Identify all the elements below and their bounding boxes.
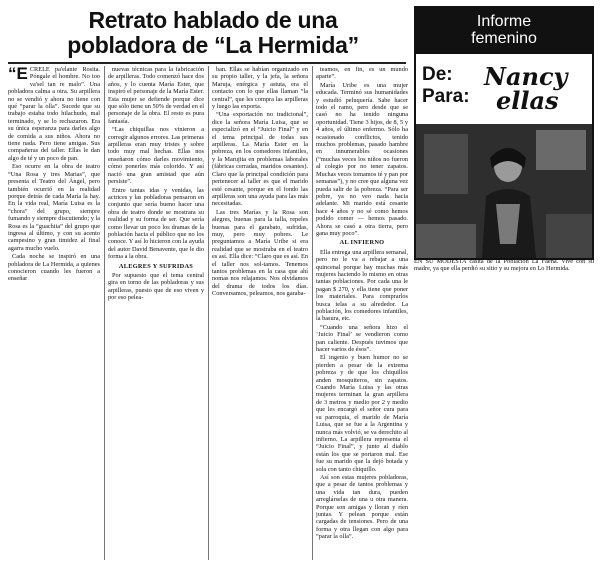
col4-paragraph-4: “Cuando una señora hizo el ‘Juicio Final’ se vendieron como pan caliente. Después tuvimos que hacer varios de ésos”. bbox=[316, 323, 408, 354]
col4-paragraph-1: teamos, en fin, es un mundo aparte”. bbox=[316, 66, 408, 81]
column-3 bbox=[212, 66, 308, 560]
section-box bbox=[414, 6, 594, 260]
col4-paragraph-5: El ingenio y buen humor no se pierden a pesar de la extrema pobreza y de que los chiquillos anden mosquiteros, sin zapatos. Cuando María Luisa y las otras mujeres terminan la gran arpillera de 3 metros y medio por 2 y medio que les encargó el señor cura para su parroquia, el marido de María Luisa, que se fue a la Argentina y nunca más volvió, se va derechito al infierno. La arpillera representa el “Juicio Final”, y junto al diablo están los que se portaron mal. Ese fue su marido que la dejó botada y sola con tanto chiquillo. bbox=[316, 354, 408, 473]
byline-para-name: ellas bbox=[496, 86, 559, 115]
column-1 bbox=[8, 66, 100, 560]
column-divider-1 bbox=[104, 66, 105, 560]
col4-subheading: AL INFIERNO bbox=[339, 239, 385, 247]
column-divider-2 bbox=[208, 66, 209, 560]
col1-paragraph-3: Cada noche se inspiró en una pobladora de La Hermida, a quienes conocieron cuando les fueron a enseñar bbox=[8, 253, 100, 283]
col4-paragraph-2: María Uribe es una mujer educada. Terminó sus humanidades y estudió peluquería. Sabe hacer todo el ramo, pero desde que se casó no ha tenido ninguna oportunidad. Tiene 3 hijos, de 8, 5 y 4 años, el último enfermo. Sólo ha ocasionado conflictos, tenido muchos problemas, pasado hambre en innumerables ocasiones (“muchas veces los niños no fueron al colegio por no tener zapatos. Muchas veces tomamos té y pan por semanas”), y no cree que alguna vez pueda salir de la pobreza. “Para ser pobre, ya no veo nada hacia adelante. Mi marido está cesante hace 4 años y no sé como hemos podido comer — hemos pasado. Ahora se casó a otra tierra, pero gana muy poco”. bbox=[316, 81, 408, 237]
byline-de-name: Nancy bbox=[484, 62, 568, 91]
byline bbox=[422, 62, 568, 115]
col4-paragraph-3: Ella entrega una arpillera semanal, pero no le va a rebajar a una quincenal porque hay muchas más mujeres haciendo lo mismo en otras tantas poblaciones. Por cada una le pagan $ 270, y ella tiene que poner los materiales. Para comprarlos busca telas a su alrededor. La población, los comedores infantiles, la basura, etc. bbox=[316, 248, 408, 323]
photo-caption: EN SU MODESTA casita de la Población La Faena. Vive con su madre, ya que ella perdió su sitio y su mejora en Lo Hermida. bbox=[414, 258, 594, 273]
headline bbox=[48, 8, 378, 58]
col1-paragraph-1: CRELE pa'elante Rosita. Póngale el hombre. No too va'sel tan re malo”. Una pobladora calma a otra. Su arpillera no se vendió y ahora no tiene con qué “parar la olla”. Sucede que su trabajo estaba todo hilachudo, mal terminado, y se lo rechazaron. Era su única esperanza para darles algo de comida a sus niños. Ahora no tiene nada. Pero tiene amigas. Sus compañeras del taller. Ellas le dan algo de té y un poco de pan. bbox=[8, 66, 100, 162]
column-2 bbox=[108, 66, 204, 560]
column-divider-3 bbox=[312, 66, 313, 560]
headline-line-1: Retrato hablado de una bbox=[88, 7, 338, 33]
headline-rule bbox=[8, 62, 406, 64]
photo-illustration bbox=[416, 124, 592, 258]
col2-subheading: ALEGRES Y SUFRIDAS bbox=[118, 262, 194, 270]
col1-paragraph-2: Eso ocurre en la obra de teatro “Una Rosa y tres Marias”, que presenta el Teatro del Ángel, pero también ocurrió en la realidad porque detrás de cada María la hay. En la vida real, María Luisa es la “chora” del grupo, siempre fumando y siempre discutiendo; y la Rosa es la “guachita” del grupo que ingresa al último, y con su acento campesino y gran timidez al final agarra mucho vuelo. bbox=[8, 163, 100, 252]
col2-paragraph-3: Entre tantas idas y venidas, las actrices y las pobladoras pensaron en conjunto que sería bueno hacer una obra de teatro donde se mostrara su realidad y su forma de ser. Que sería como llevar un poco los dramas de la población hacia el público que no los conoce. Y así lo hicieron con la ayuda del autor David Benavente, que le dio forma a la obra. bbox=[108, 186, 204, 261]
col3-paragraph-1: ban. Ellas se habían organizado en su propio taller, y la jefa, la señora Maruja, enérgica y astuta, era el contacto con lo que ellas llaman “la central”, que les compra las arpilleras y luego las exporta. bbox=[212, 66, 308, 111]
col4-paragraph-6: Así son estas mujeres pobladoras, que a pesar de tantos problemas y una vida tan dura, pueden arreglárselas de una u otra manera. Porque son amigas y lloran y ríen juntas. Y pelean porque están cargadas de tensiones. Pero de una forma y otra llegan con algo para “parar la olla”. bbox=[316, 473, 408, 541]
drop-cap: “E bbox=[8, 66, 28, 83]
section-title-line-2: femenino bbox=[471, 30, 537, 47]
col3-paragraph-3: Las tres Marías y la Rosa son alegres, buenas para la talla, repeles buenas para el garabato, sufridas, muy, pero muy pobres. Le preguntamos a María Uribe si era realidad que se mostraba en el teatro es así. Ella dice: “Claro que es así. En el taller nos sol-tamos. Tenemos tantos problemas en la casa que ahí nomas nos relajamos. Nos olvidamos del drama de todos los días. Conversamos, peleamos, nos garaba- bbox=[212, 208, 308, 298]
headline-line-2: pobladora de “La Hermida” bbox=[67, 32, 359, 58]
col2-paragraph-4: Por supuesto que el tema central gira en torno de las pobladoras y sus arpilleras, puesto que de eso viven y por eso pelea- bbox=[108, 271, 204, 302]
column-4 bbox=[316, 66, 408, 576]
col2-paragraph-1: nuevas técnicas para la fabricación de arpilleras. Todo comenzó hace dos años, y lo cuenta María Ester, que inspiró el personaje de la María Ester. Esta mujer se defiende porque dice que sólo tiene un 50% de verdad en el personaje de la obra. El resto es pura fantasía. bbox=[108, 66, 204, 125]
col2-paragraph-2: “Las chiquillas nos vinieron a corregir algunos errores. Las primeras arpilleras eran muy tristes y sobre todo muy mal hechas. Ellas nos enseñaron cómo darles movimiento, cómo ponerles más colorido. Y así nació una gran amistad que aún persiste”. bbox=[108, 126, 204, 186]
byline-de-label: De: bbox=[422, 64, 453, 85]
section-banner bbox=[416, 8, 592, 54]
col3-paragraph-2: “Una exportación no tradicional”, dice la señora María Luisa, que se especializó en el “Juicio Final” y en el tema principal de todas sus arpilleras. La María Ester en la pobreza, en los comedores infantiles, y la Marujita en problemas laborales (fábricas cerradas, maridos cesantes). Claro que la principal condición para pertenecer al taller es que el marido esté cesante, porque en el fondo las arpilleras son una ayuda para las más necesitadas. bbox=[212, 111, 308, 208]
section-title-line-1: Informe bbox=[476, 13, 532, 30]
byline-para-label: Para: bbox=[422, 86, 470, 107]
photo-woman-in-home bbox=[416, 124, 592, 258]
